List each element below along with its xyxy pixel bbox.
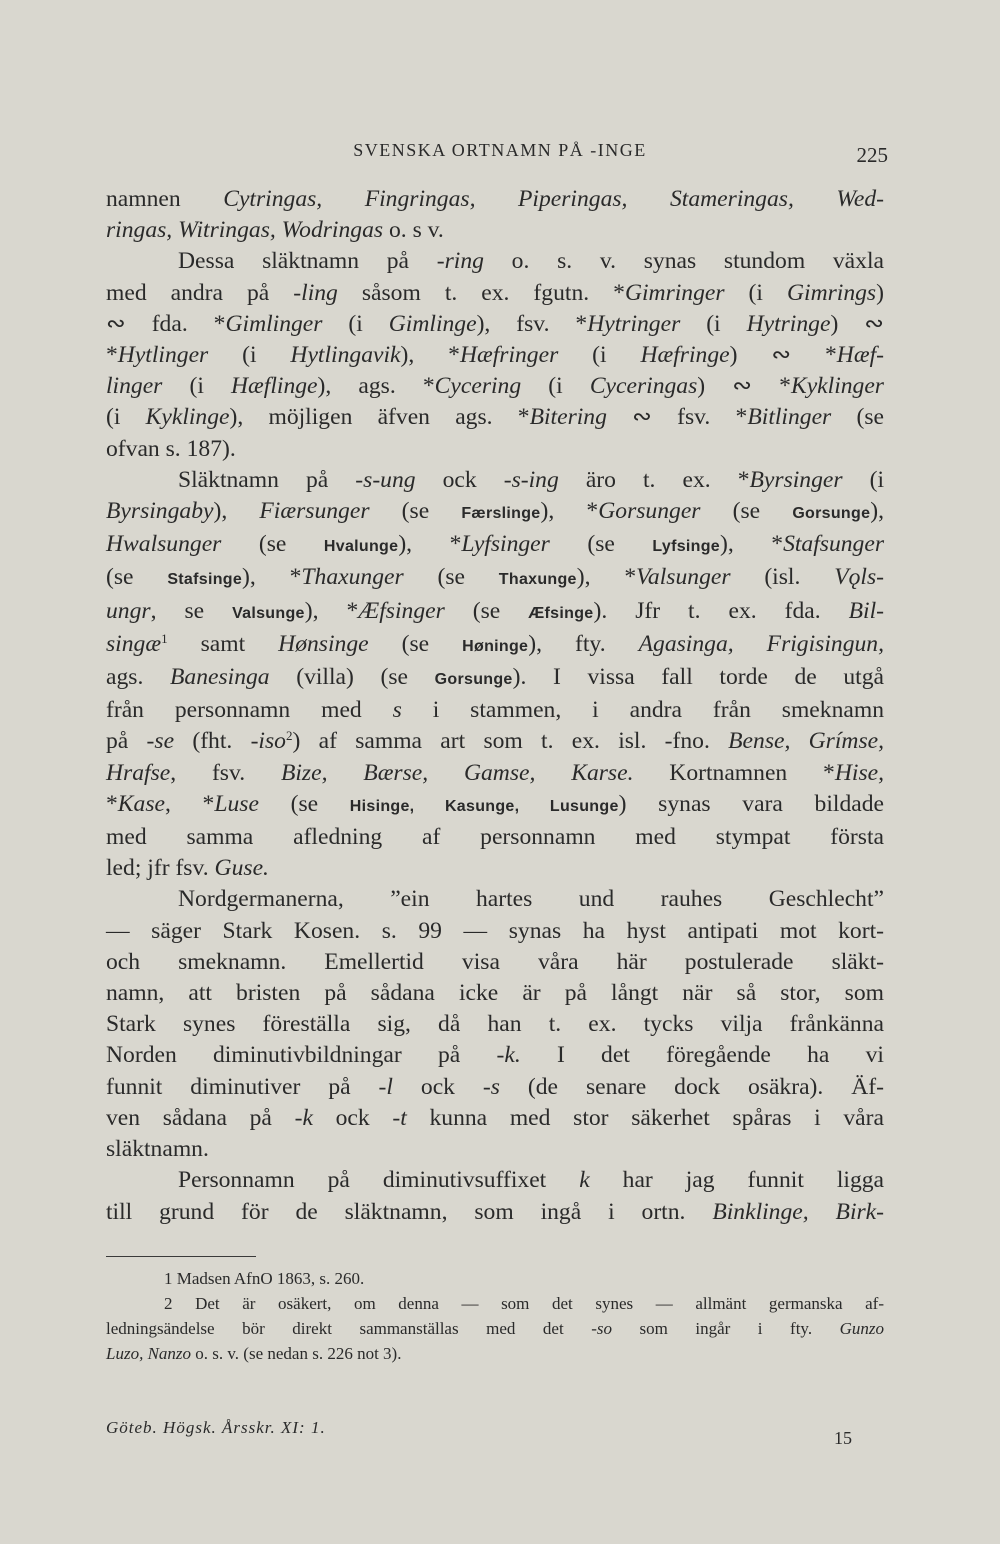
text-line: (se Stafsinge), *Thaxunger (se Thaxunge), *Valsunger (isl. Vǫls- — [106, 564, 884, 591]
text-line: (i Kyklinge), möjligen äfven ags. *Bitering ∾ fsv. *Bitlinger (se — [106, 404, 884, 431]
text-line: från personnamn med s i stammen, i andra från smeknamn — [106, 697, 884, 724]
text-line: med andra på -ling såsom t. ex. fgutn. *Gimringer (i Gimrings) — [106, 279, 884, 306]
text-line: Hrafse, fsv. Bize, Bærse, Gamse, Karse. Kortnamnen *Hise, — [106, 759, 884, 786]
text-line: Dessa släktnamn på -ring o. s. v. synas stundom växla — [178, 248, 884, 275]
text-line: namn, att bristen på sådana icke är på långt när så stor, som — [106, 980, 884, 1007]
text-line: ags. Banesinga (villa) (se Gorsunge). I vissa fall torde de utgå — [106, 664, 885, 691]
text-line: *Kase, *Luse (se Hisinge, Kasunge, Lusunge) synas vara bildade — [106, 790, 885, 817]
text-line: singæ$^1$ samt Hønsinge (se Høninge), fty. Agasinga, Frigisingun, — [106, 630, 884, 657]
footnote-rule — [106, 1256, 256, 1257]
text-line: ven sådana på -k ock -t kunna med stor säkerhet spåras i våra — [106, 1104, 884, 1131]
text-line: funnit diminutiver på -l ock -s (de senare dock osäkra). Äf- — [106, 1073, 884, 1100]
text-line: led; jfr fsv. Guse. — [106, 855, 269, 882]
printer-signature: Göteb. Högsk. Årsskr. XI: 1. — [106, 1418, 326, 1437]
text-line: med samma afledning af personnamn med stympat första — [106, 824, 884, 851]
text-line: ofvan s. 187). — [106, 435, 236, 462]
text-line: *Hytlinger (i Hytlingavik), *Hæfringer (i Hæfringe) ∾ *Hæf- — [106, 342, 884, 369]
text-line: på -se (fht. -iso$^2$) af samma art som t. ex. isl. -fno. Bense, Grímse, — [106, 728, 885, 755]
footnotes — [106, 1266, 884, 1366]
text-line: och smeknamn. Emellertid visa våra här postulerade släkt- — [106, 948, 884, 975]
sheet-number: 15 — [834, 1428, 852, 1448]
text-line: linger (i Hæflinge), ags. *Cycering (i Cyceringas) ∾ *Kyklinger — [106, 373, 884, 400]
text-line: Byrsingaby), Fiærsunger (se Færslinge), *Gorsunger (se Gorsunge), — [106, 498, 885, 525]
text-line: Norden diminutivbildningar på -k. I det föregående ha vi — [106, 1042, 884, 1069]
text-line: — säger Stark Kosen. s. 99 — synas ha hyst antipati mot kort- — [106, 917, 884, 944]
text-line: Nordgermanerna, ”ein hartes und rauhes Geschlecht” — [178, 886, 884, 913]
footnote-line: 2 Det är osäkert, om denna — som det synes — allmänt germanska af- — [164, 1294, 884, 1313]
footnote-line: ledningsändelse bör direkt sammanställas med det -so som ingår i fty. Gunzo — [106, 1319, 885, 1338]
running-title: SVENSKA ORTNAMN PÅ -INGE — [353, 140, 647, 160]
footnote-line: 1 Madsen AfnO 1863, s. 260. — [164, 1269, 365, 1288]
text-line: ungr, se Valsunge), *Æfsinger (se Æfsinge). Jfr t. ex. fda. Bil- — [106, 597, 884, 624]
text-line: namnen Cytringas, Fingringas, Piperingas, Stameringas, Wed- — [106, 186, 884, 212]
footnote-line: Luzo, Nanzo o. s. v. (se nedan s. 226 not 3). — [106, 1344, 402, 1363]
text-line: ∾ fda. *Gimlinger (i Gimlinge), fsv. *Hytringer (i Hytringe) ∾ — [106, 310, 884, 337]
body-text — [106, 184, 884, 1228]
page-number: 225 — [856, 143, 888, 167]
text-line: Hwalsunger (se Hvalunge), *Lyfsinger (se Lyfsinge), *Stafsunger — [106, 531, 885, 558]
text-line: Stark synes föreställa sig, då han t. ex. tycks vilja frånkänna — [106, 1011, 884, 1038]
text-line: ringas, Witringas, Wodringas o. s v. — [106, 217, 444, 244]
text-line: Släktnamn på -s-ung ock -s-ing äro t. ex. *Byrsinger (i — [178, 466, 885, 493]
text-line: släktnamn. — [106, 1136, 209, 1163]
text-line: till grund för de släktnamn, som ingå i ortn. Binklinge, Birk- — [106, 1198, 885, 1225]
text-line: Personnamn på diminutivsuffixet k har jag funnit ligga — [178, 1167, 885, 1194]
